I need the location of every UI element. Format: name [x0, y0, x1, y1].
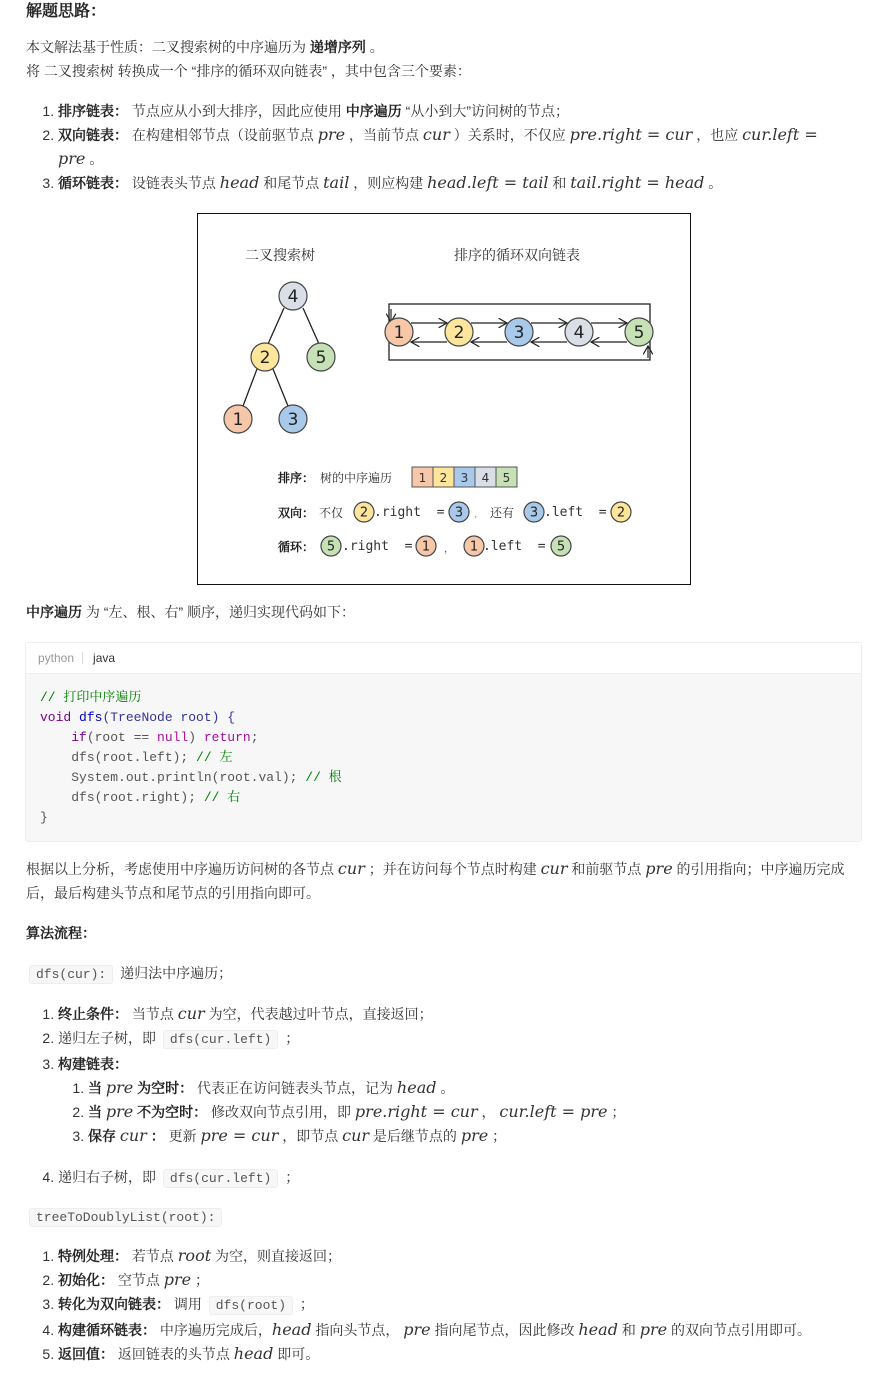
main-steps — [26, 1244, 861, 1366]
text-segment: ，当前节点 — [345, 127, 423, 143]
math-expression: pre — [645, 859, 673, 878]
bold-text: ： — [146, 1128, 165, 1144]
text-segment: 设链表头节点 — [128, 175, 220, 191]
node-label: 2 — [453, 323, 465, 344]
bold-text: 当 — [88, 1080, 106, 1096]
text-segment: 在构建相邻节点（设前驱节点 — [128, 127, 318, 143]
text-segment: 更新 — [164, 1128, 201, 1144]
bold-text: 当 — [88, 1104, 106, 1120]
text-segment: 和 — [617, 1322, 640, 1338]
list-item — [58, 1342, 861, 1366]
bold-text: 排序链表： — [58, 103, 128, 119]
node-label: 4 — [573, 323, 585, 344]
math-expression: pre — [105, 1078, 134, 1097]
list-item — [58, 99, 861, 123]
code-token: System.out.println(root.val); — [71, 770, 306, 785]
math-expression: head — [578, 1320, 618, 1339]
code-block — [25, 642, 862, 842]
text-segment: 和 — [548, 175, 571, 191]
bold-text: 不为空时： — [133, 1104, 208, 1120]
cycle-right: .right = — [342, 539, 413, 554]
text-segment: 。 — [436, 1080, 455, 1096]
node-2 — [611, 502, 631, 522]
text-segment: ）关系时，不仅应 — [449, 127, 570, 143]
code-comment: // 左 — [196, 750, 233, 765]
inorder-intro — [26, 600, 861, 624]
node-label: 1 — [393, 323, 405, 344]
dfs-heading — [26, 961, 861, 985]
section-heading: 解题思路： — [26, 3, 107, 20]
text-segment: ； — [607, 1104, 626, 1120]
text-segment: 。 — [704, 175, 723, 191]
algo-title: 算法流程： — [26, 925, 96, 941]
bold-text: 递增序列 — [309, 39, 366, 55]
bold-text: 终止条件： — [58, 1006, 128, 1022]
code-token: return — [203, 730, 251, 745]
node-label: 5 — [633, 323, 645, 344]
text-segment: 和尾节点 — [259, 175, 324, 191]
double-comma: ， — [474, 509, 484, 520]
math-expression: pre.right = cur — [354, 1102, 478, 1121]
text-segment: 递归左子树，即 — [58, 1030, 160, 1046]
math-expression: cur.left = pre — [58, 125, 818, 168]
list-item — [88, 1100, 861, 1124]
code-token: } — [40, 810, 48, 825]
text-segment: ，也应 — [692, 127, 743, 143]
text-segment: 和前驱节点 — [567, 861, 646, 877]
bold-text: 双向链表： — [58, 127, 128, 143]
text-segment: 递归法中序遍历； — [116, 965, 233, 981]
math-expression: pre — [105, 1102, 134, 1121]
code-comment: // 根 — [305, 770, 342, 785]
dfs-steps-cont — [26, 1165, 861, 1191]
math-expression: pre — [163, 1270, 192, 1289]
double-text1: 不仅 — [319, 506, 344, 520]
math-expression: pre — [317, 125, 346, 144]
code-comment: // 打印中序遍历 — [40, 690, 142, 705]
math-expression: pre = cur — [200, 1126, 279, 1145]
node-1 — [416, 536, 436, 556]
math-expression: tail — [323, 173, 350, 192]
text-segment: 的引用指向；中序遍历完成后，最后构建头节点和尾节点的引用指向即可。 — [26, 861, 845, 901]
bold-text: 中序遍历 — [26, 604, 82, 620]
text-segment: ；并在访问每个节点时构建 — [364, 861, 541, 877]
inline-code: dfs(cur): — [29, 965, 113, 984]
list-item — [58, 1292, 861, 1318]
math-expression: pre.right = cur — [569, 125, 693, 144]
node-label: 3 — [513, 323, 525, 344]
math-expression: head — [233, 1344, 274, 1363]
sort-label: 排序： — [278, 471, 315, 485]
node-3 — [279, 405, 307, 433]
code-content — [26, 674, 861, 842]
analysis-paragraph — [26, 857, 861, 905]
text-segment: ，即节点 — [278, 1128, 343, 1144]
text-segment: 即可。 — [273, 1346, 320, 1362]
inline-code: dfs(cur.left) — [163, 1030, 278, 1049]
tab-python[interactable]: python — [38, 651, 75, 665]
code-tabs — [26, 643, 861, 674]
double-label: 双向： — [278, 506, 315, 520]
math-expression: cur — [540, 859, 568, 878]
bold-text: 转化为双向链表： — [58, 1296, 170, 1312]
node-label: 2 — [359, 505, 369, 521]
sort-cells — [412, 467, 517, 487]
text-segment: 空节点 — [114, 1272, 164, 1288]
node-1 — [224, 405, 252, 433]
sort-cell-label: 1 — [418, 471, 427, 485]
node-label: 2 — [616, 505, 626, 521]
bold-text: 为空时： — [133, 1080, 194, 1096]
inline-code: dfs(cur.left) — [163, 1169, 278, 1188]
node-label: 3 — [287, 410, 299, 431]
code-token: dfs(root.right); — [71, 790, 204, 805]
code-token: (TreeNode root) { — [102, 710, 236, 725]
text-segment: 。 — [85, 151, 104, 167]
math-expression: pre — [460, 1126, 489, 1145]
elements-list — [26, 99, 861, 195]
text-segment: 根据以上分析，考虑使用中序遍历访问树的各节点 — [26, 861, 338, 877]
node-label: 1 — [421, 539, 431, 555]
math-expression: head — [271, 1320, 312, 1339]
math-expression: head — [396, 1078, 437, 1097]
math-expression: cur — [342, 1126, 370, 1145]
list-item — [58, 123, 818, 171]
text-segment: 返回链表的头节点 — [114, 1346, 234, 1362]
node-label: 4 — [287, 287, 299, 308]
node-label: 1 — [232, 410, 244, 431]
tree-title: 二叉搜索树 — [245, 248, 315, 264]
inline-code: dfs(root) — [209, 1296, 293, 1315]
double-text2: 还有 — [490, 506, 515, 520]
text-segment: ， — [477, 1104, 500, 1120]
text-segment: ； — [281, 1169, 300, 1185]
bold-text: 中序遍历 — [345, 103, 402, 119]
text-segment: ； — [191, 1272, 210, 1288]
list-item-label — [58, 1056, 128, 1072]
tree-nodes — [224, 282, 335, 433]
text-segment: 指向尾节点，因此修改 — [430, 1322, 579, 1338]
text-segment: ，则应构建 — [349, 175, 428, 191]
text-segment: ； — [281, 1030, 300, 1046]
node-label: 1 — [469, 539, 479, 555]
list-item — [58, 1244, 861, 1268]
list-item — [58, 1026, 861, 1052]
list-item — [58, 1165, 861, 1191]
node-1 — [385, 318, 413, 346]
diagram-figure — [197, 213, 691, 585]
list-item — [88, 1076, 861, 1100]
node-5 — [625, 318, 653, 346]
code-comment: // 右 — [203, 790, 241, 805]
inline-code: treeToDoublyList(root): — [29, 1208, 222, 1227]
sort-cell-label: 4 — [481, 471, 490, 485]
text-segment: 指向头节点， — [311, 1322, 404, 1338]
sort-cell-label: 5 — [502, 471, 511, 485]
bold-text: 循环链表： — [58, 175, 128, 191]
code-token: ) — [188, 730, 204, 745]
text-segment: 为空，则直接返回； — [211, 1248, 342, 1264]
text-segment: ； — [296, 1296, 314, 1312]
node-label: 3 — [454, 505, 464, 521]
text-segment: 若节点 — [128, 1248, 178, 1264]
text-segment: 节点应从小到大排序，因此应使用 — [128, 103, 346, 119]
text-segment: 将 二叉搜索树 转换成一个 “排序的循环双向链表” ，其中包含三个要素： — [26, 63, 471, 79]
code-token: ; — [250, 730, 259, 745]
list-item — [58, 1002, 861, 1026]
node-2 — [354, 502, 374, 522]
cycle-label: 循环： — [278, 540, 315, 554]
node-label: 2 — [259, 348, 271, 369]
node-label: 3 — [529, 505, 539, 521]
node-5 — [321, 536, 341, 556]
math-expression: pre — [639, 1320, 668, 1339]
tab-java[interactable]: java — [93, 651, 116, 665]
tab-divider — [82, 652, 83, 664]
text-segment: 代表正在访问链表头节点，记为 — [193, 1080, 397, 1096]
build-substeps — [58, 1076, 861, 1148]
math-expression: cur — [337, 859, 365, 878]
intro-line — [26, 59, 861, 83]
diagram-svg — [198, 214, 690, 584]
math-expression: head — [219, 173, 260, 192]
code-token: dfs(root.left); — [71, 750, 197, 765]
math-expression: head.left = tail — [427, 173, 549, 192]
dfs-steps — [26, 1002, 861, 1148]
bold-text: 构建循环链表： — [58, 1322, 156, 1338]
list-title: 排序的循环双向链表 — [454, 248, 580, 264]
text-segment: 本文解法基于性质：二叉搜索树的中序遍历为 — [26, 39, 310, 55]
bold-text: 返回值： — [58, 1346, 114, 1362]
code-token: dfs — [79, 710, 103, 725]
math-expression: root — [177, 1246, 212, 1265]
math-expression: pre — [403, 1320, 431, 1339]
text-segment: 的双向节点引用即可。 — [667, 1322, 811, 1338]
math-expression: cur.left = pre — [499, 1102, 608, 1121]
node-3 — [505, 318, 533, 346]
node-3 — [449, 502, 469, 522]
node-label: 5 — [556, 539, 566, 555]
list-item — [88, 1124, 861, 1148]
node-2 — [251, 343, 279, 371]
cycle-left: .left = — [483, 539, 546, 554]
list-item — [58, 1268, 861, 1292]
code-token: if — [71, 730, 87, 745]
code-token: void — [40, 710, 72, 725]
double-right: .right = — [374, 505, 445, 520]
text-segment: 是后继节点的 — [369, 1128, 461, 1144]
double-left: .left = — [544, 505, 607, 520]
text-segment: 当节点 — [128, 1006, 178, 1022]
text-segment: 修改双向节点引用，即 — [207, 1104, 355, 1120]
bold-text: 构建链表： — [58, 1056, 128, 1072]
intro-line — [26, 35, 861, 59]
math-expression: tail.right = head — [570, 173, 705, 192]
node-1 — [464, 536, 484, 556]
bold-text: 初始化： — [58, 1272, 114, 1288]
code-token: null — [157, 730, 189, 745]
math-expression: cur — [177, 1004, 205, 1023]
sort-cell-label: 2 — [439, 471, 448, 485]
text-segment: “从小到大”访问树的节点； — [401, 103, 569, 119]
sort-cell-label: 3 — [460, 471, 469, 485]
cycle-comma: ， — [444, 544, 454, 555]
text-segment: 。 — [365, 39, 384, 55]
text-segment: 为空，代表越过叶节点，直接返回； — [204, 1006, 433, 1022]
text-segment: 为 “左、根、右” 顺序，递归实现代码如下： — [82, 604, 355, 620]
bold-text: 特例处理： — [58, 1248, 128, 1264]
main-heading — [26, 1204, 861, 1228]
bold-text: 保存 — [88, 1128, 120, 1144]
node-3 — [524, 502, 544, 522]
list-item — [58, 171, 861, 195]
node-4 — [565, 318, 593, 346]
node-4 — [279, 282, 307, 310]
list-item — [58, 1318, 848, 1342]
list-item — [58, 1052, 861, 1148]
math-expression: cur — [422, 125, 450, 144]
text-segment: 中序遍历完成后， — [156, 1322, 272, 1338]
code-token: (root == — [86, 730, 158, 745]
node-2 — [445, 318, 473, 346]
text-segment: ； — [488, 1128, 507, 1144]
node-5 — [307, 343, 335, 371]
sort-text: 树的中序遍历 — [320, 471, 393, 485]
math-expression: cur — [119, 1126, 147, 1145]
node-label: 5 — [315, 348, 327, 369]
text-segment: 调用 — [170, 1296, 206, 1312]
node-5 — [551, 536, 571, 556]
node-label: 5 — [326, 539, 336, 555]
text-segment: 递归右子树，即 — [58, 1169, 160, 1185]
